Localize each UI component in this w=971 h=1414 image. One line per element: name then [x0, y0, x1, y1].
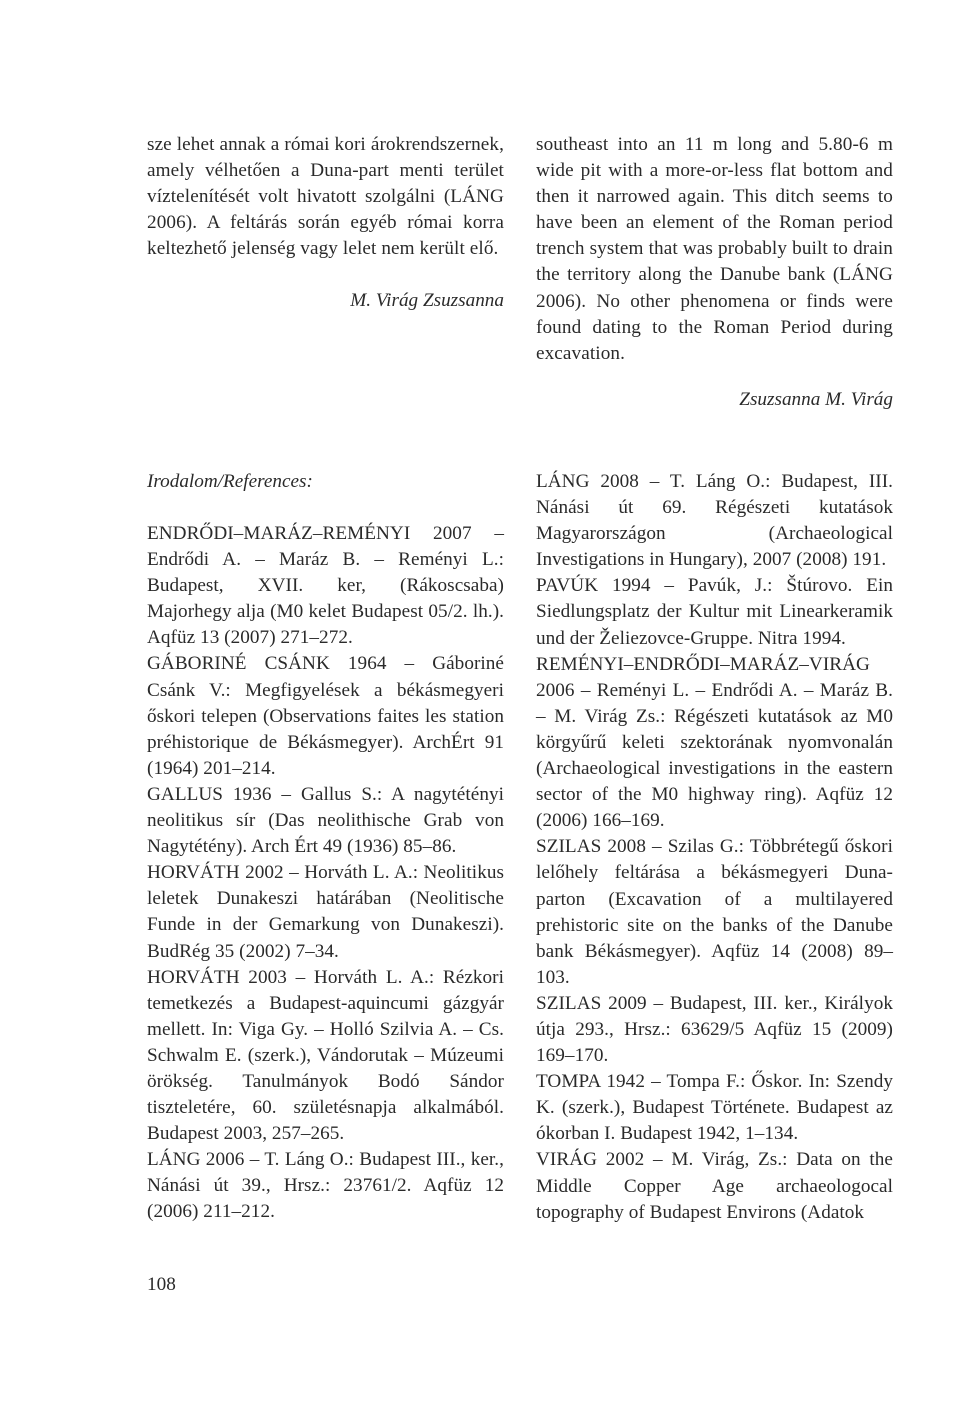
english-text-column — [536, 132, 893, 413]
reference-entry: LÁNG 2006 – T. Láng O.: Budapest III., ker., Nánási út 39., Hrsz.: 23761/2. Aqfüz 12 (2006) 211–212. — [147, 1149, 504, 1223]
page-number: 108 — [147, 1274, 176, 1295]
reference-entry: REMÉNYI–ENDRŐDI–MARÁZ–VIRÁG 2006 – Reményi L. – Endrődi A. – Maráz B. – M. Virág Zs.: Régészeti kutatások az M0 körgyűrű keleti szektorának nyomvonalán (Archaeological investigations in the eastern sector of the M0 highway ring). Aqfüz 12 (2006) 166–169. — [536, 653, 893, 832]
hungarian-author-signature: M. Virág Zsuzsanna — [350, 290, 504, 312]
references-right-column — [536, 469, 893, 1226]
hungarian-paragraph: sze lehet annak a római kori árokrendszernek, amely vélhetően a Duna-part menti terület víztelenítését volt hivatott szolgálni (LÁNG 2006). A feltárás során egyéb római korra keltezhető jelenség vagy lelet nem került elő. — [147, 134, 504, 260]
english-paragraph: southeast into an 11 m long and 5.80-6 m wide pit with a more-or-less flat bottom and then it narrowed again. This ditch seems to have been an element of the Roman period trench system that was probably built to drain the territory along the Danube bank (LÁNG 2006). No other phenomena or finds were found dating to the Roman Period during excavation. — [536, 134, 893, 364]
reference-entry: GÁBORINÉ CSÁNK 1964 – Gáboriné Csánk V.: Megfigyelések a békásmegyeri őskori telepen (Observations faites les station préhistorique de Békásmegyer). ArchÉrt 91 (1964) 201–214. — [147, 653, 504, 779]
reference-entry: GALLUS 1936 – Gallus S.: A nagytétényi neolitikus sír (Das neolithische Grab von Nagytétény). Arch Ért 49 (1936) 85–86. — [147, 783, 504, 858]
english-author-signature: Zsuzsanna M. Virág — [739, 388, 893, 410]
references-left-column — [147, 469, 504, 1226]
hungarian-text-column — [147, 132, 504, 314]
reference-entry: SZILAS 2008 – Szilas G.: Többrétegű őskori lelőhely feltárása a békásmegyeri Duna-parton (Excavation of a multilayered prehistoric site on the banks of the Danube bank Békásmegyer). Aqfüz 14 (2008) 89–103. — [536, 836, 893, 988]
reference-entry: VIRÁG 2002 – M. Virág, Zs.: Data on the Middle Copper Age archaeologocal topography of Budapest Environs (Adatok — [536, 1149, 893, 1223]
reference-entry: HORVÁTH 2002 – Horváth L. A.: Neolitikus leletek Dunakeszi határában (Neolitische Funde in der Gemarkung von Dunakeszi). BudRég 35 (2002) 7–34. — [147, 862, 504, 962]
references-heading: Irodalom/References: — [147, 471, 313, 492]
reference-entry: HORVÁTH 2003 – Horváth L. A.: Rézkori temetkezés a Budapest-aquincumi gázgyár mellett. In: Viga Gy. – Holló Szilvia A. – Cs. Schwalm E. (szerk.), Vándorutak – Múzeumi örökség. Tanulmányok Bodó Sándor tiszteletére, 60. születésnapja alkalmából. Budapest 2003, 257–265. — [147, 966, 504, 1145]
reference-entry: PAVÚK 1994 – Pavúk, J.: Štúrovo. Ein Siedlungsplatz der Kultur mit Linearkeramik und der Želiezovce-Gruppe. Nitra 1994. — [536, 575, 893, 649]
reference-entry: ENDRŐDI–MARÁZ–REMÉNYI 2007 – Endrődi A. – Maráz B. – Reményi L.: Budapest, XVII. ker, (Rákoscsaba) Majorhegy alja (M0 kelet Budapest 05/2. lh.). Aqfüz 13 (2007) 271–272. — [147, 523, 504, 649]
reference-entry: TOMPA 1942 – Tompa F.: Őskor. In: Szendy K. (szerk.), Budapest Története. Budapest az ókorban I. Budapest 1942, 1–134. — [536, 1071, 893, 1145]
reference-entry: LÁNG 2008 – T. Láng O.: Budapest, III. Nánási út 69. Régészeti kutatások Magyarországon (Archaeological Investigations in Hungary), 2007 (2008) 191. — [536, 471, 893, 571]
reference-entry: SZILAS 2009 – Budapest, III. ker., Királyok útja 293., Hrsz.: 63629/5 Aqfüz 15 (2009) 169–170. — [536, 992, 893, 1067]
